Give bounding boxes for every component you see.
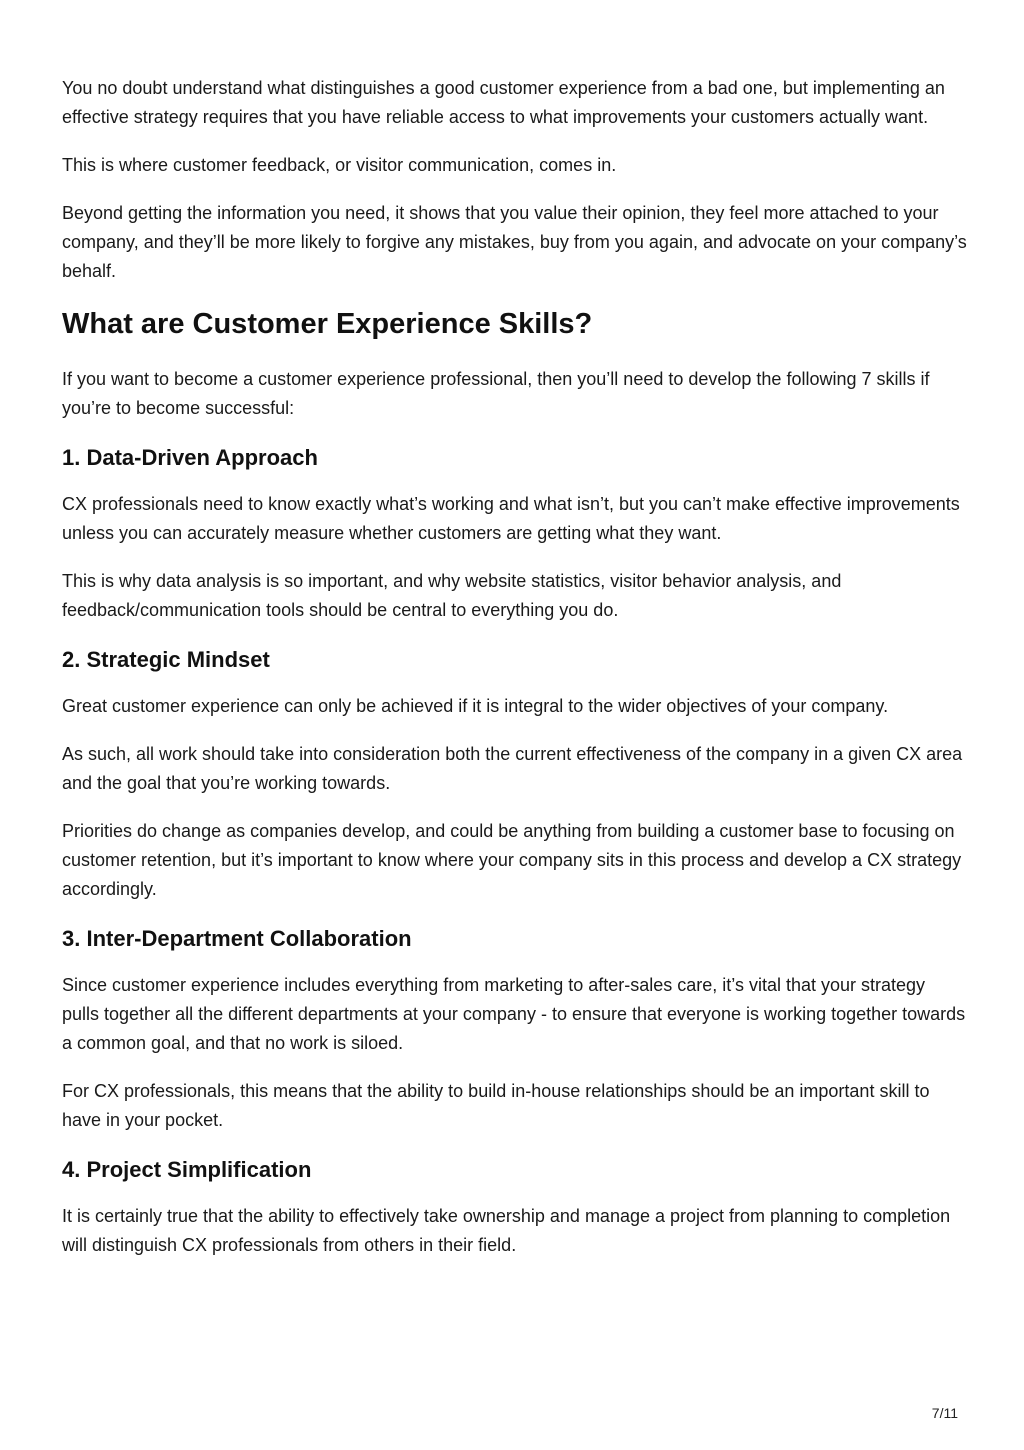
skill-heading: 2. Strategic Mindset [62,647,270,672]
skill-heading: 4. Project Simplification [62,1157,312,1182]
skill-paragraph: Priorities do change as companies develop, and could be anything from building a customer base to focusing on customer retention, but it’s important to know where your company sits in this process and develop a CX strategy accordingly. [62,821,962,899]
skill-paragraph: As such, all work should take into consideration both the current effectiveness of the company in a given CX area and the goal that you’re working towards. [62,744,963,793]
skill-paragraph: This is why data analysis is so important, and why website statistics, visitor behavior analysis, and feedback/communication tools should be central to everything you do. [62,571,842,620]
intro-paragraph: You no doubt understand what distinguishes a good customer experience from a bad one, but implementing an effective strategy requires that you have reliable access to what improvements your customers actually want. [62,78,945,127]
skill-paragraph: For CX professionals, this means that the ability to build in-house relationships should be an important skill to have in your pocket. [62,1081,930,1130]
skill-paragraph: It is certainly true that the ability to effectively take ownership and manage a project from planning to completion will distinguish CX professionals from others in their field. [62,1206,951,1255]
intro-paragraph: Beyond getting the information you need, it shows that you value their opinion, they feel more attached to your company, and they’ll be more likely to forgive any mistakes, buy from you again, and advocate on your company’s behalf. [62,203,967,281]
skill-heading: 3. Inter-Department Collaboration [62,926,412,951]
skill-paragraph: CX professionals need to know exactly what’s working and what isn’t, but you can’t make effective improvements unless you can accurately measure whether customers are getting what they want. [62,494,960,543]
document-page [62,74,967,1279]
skill-paragraph: Since customer experience includes everything from marketing to after-sales care, it’s vital that your strategy pulls together all the different departments at your company - to ensure that everyone is working together towards a common goal, and that no work is siloed. [62,975,966,1053]
section-intro-paragraph: If you want to become a customer experience professional, then you’ll need to develop the following 7 skills if you’re to become successful: [62,369,930,418]
page-number: 7/11 [931,1405,958,1421]
skill-paragraph: Great customer experience can only be achieved if it is integral to the wider objectives of your company. [62,696,889,716]
skill-heading: 1. Data-Driven Approach [62,445,318,470]
section-title: What are Customer Experience Skills? [62,308,593,340]
intro-paragraph: This is where customer feedback, or visitor communication, comes in. [62,155,617,175]
